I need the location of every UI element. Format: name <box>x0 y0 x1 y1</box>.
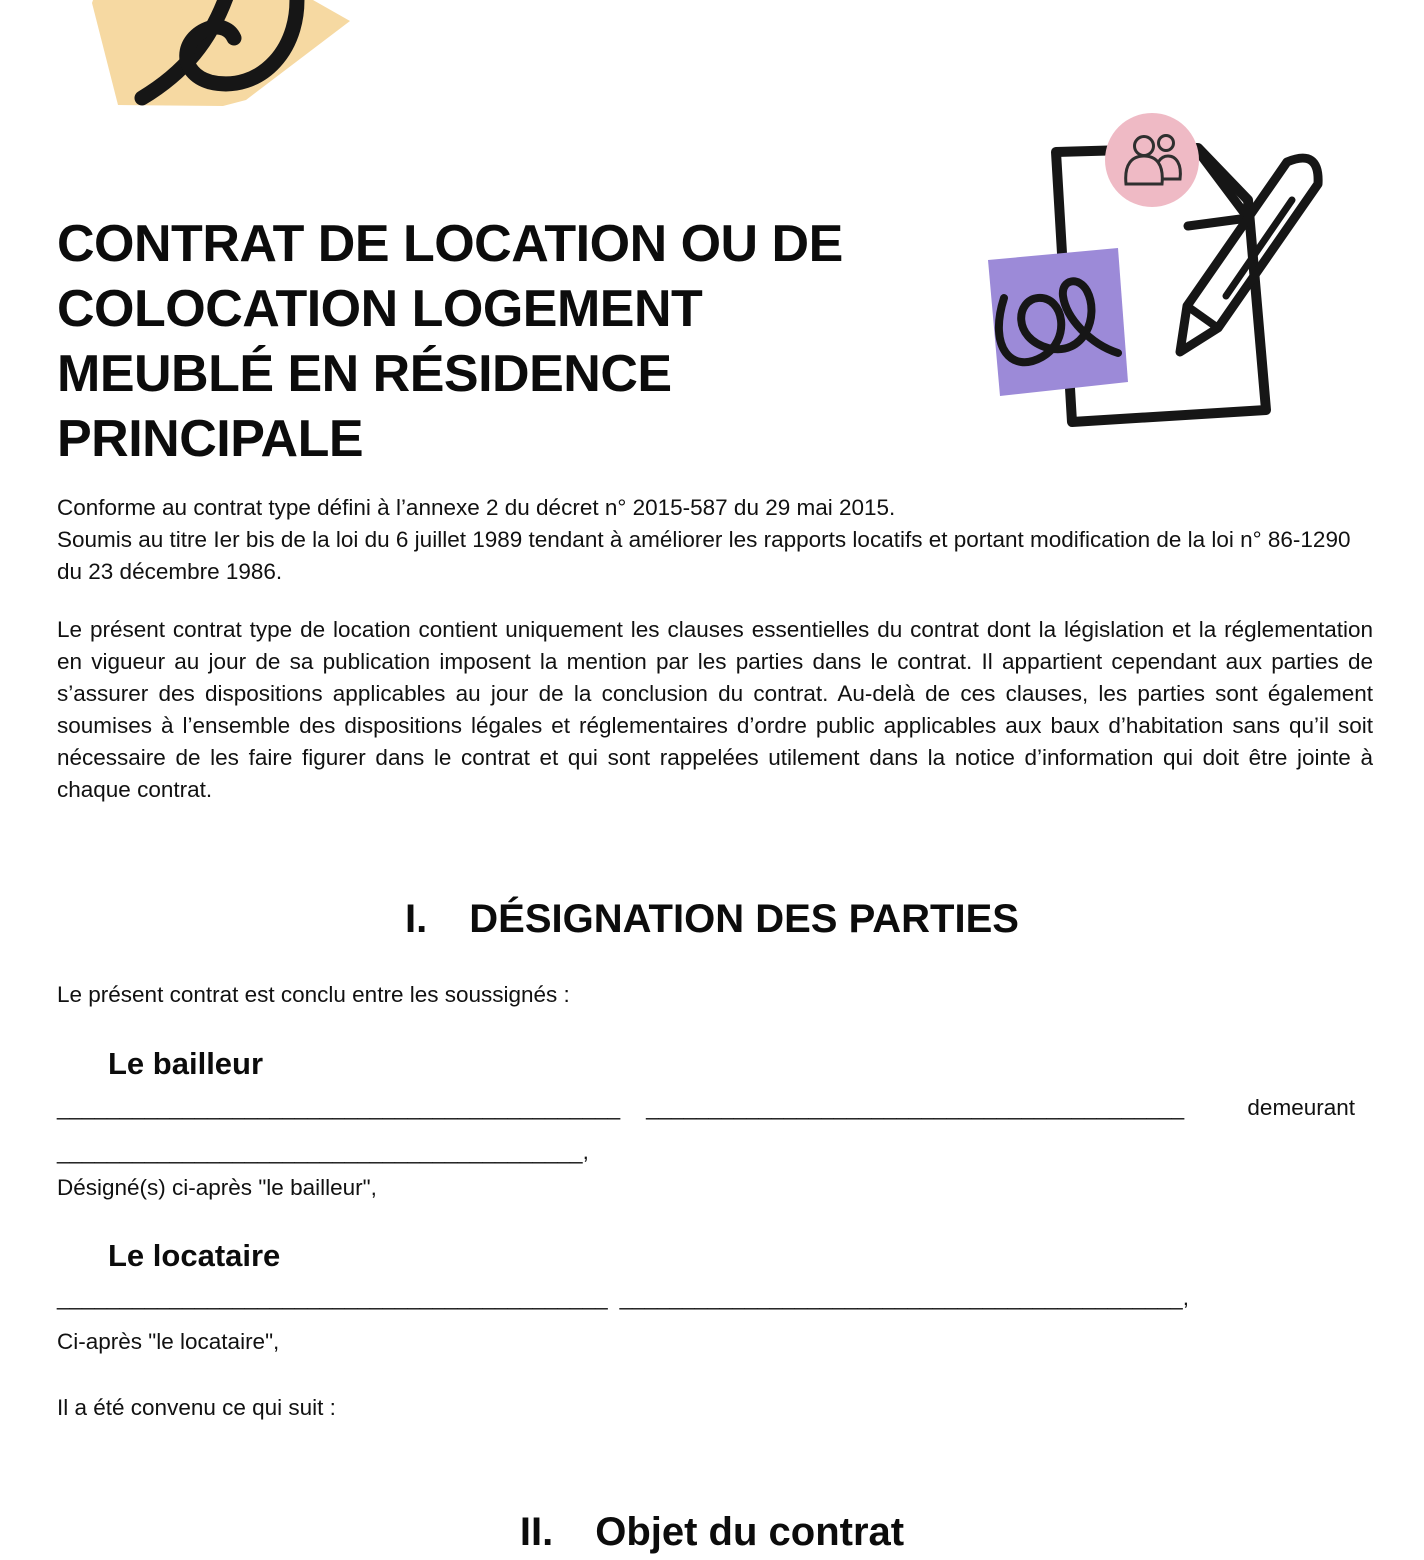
locataire-secondary-blank[interactable]: _____________________________________________, <box>619 1285 1189 1310</box>
locataire-blank-row <box>57 1282 1369 1314</box>
people-badge <box>1105 113 1199 207</box>
bailleur-secondary-blank[interactable]: ___________________________________________ <box>646 1095 1185 1120</box>
page-title: CONTRAT DE LOCATION OU DE COLOCATION LOGEMENT MEUBLÉ EN RÉSIDENCE PRINCIPALE <box>57 215 843 468</box>
bailleur-designation: Désigné(s) ci-après "le bailleur", <box>57 1175 377 1200</box>
parties-intro: Le présent contrat est conclu entre les soussignés : <box>57 982 570 1007</box>
locataire-heading: Le locataire <box>108 1238 281 1273</box>
demeurant-label: demeurant <box>1247 1095 1355 1120</box>
section-1-heading <box>0 897 1424 941</box>
bailleur-name-blank[interactable]: _____________________________________________ <box>57 1095 621 1120</box>
legal-paragraph: Le présent contrat type de location contient uniquement les clauses essentielles du contrat dont la législation et la réglementation en vigueur au jour de sa publication imposent la mention par les parties dans le contrat. Il appartient cependant aux parties de s’assurer des dispositions applicables au jour de la conclusion du contrat. Au-delà de ces clauses, les parties sont également soumises à l’ensemble des dispositions légales et réglementaires d’ordre public applicables aux baux d’habitation sans qu’il soit nécessaire de les faire figurer dans le contrat et qui sont rappelées utilement dans la notice d’information qui doit être jointe à chaque contrat. <box>57 617 1373 802</box>
section-1-number: I. <box>405 897 428 941</box>
bailleur-blank-row-2 <box>57 1136 1369 1168</box>
intro-block <box>57 492 1373 588</box>
locataire-designation: Ci-après "le locataire", <box>57 1329 280 1354</box>
bailleur-blank-row-1 <box>57 1092 1369 1124</box>
section-2-title: Objet du contrat <box>595 1510 905 1554</box>
yellow-note-decoration <box>60 0 380 130</box>
bailleur-heading: Le bailleur <box>108 1046 264 1081</box>
section-2-number: II. <box>519 1510 554 1554</box>
agreement-intro: Il a été convenu ce qui suit : <box>57 1395 336 1420</box>
intro-line-2: Soumis au titre Ier bis de la loi du 6 juillet 1989 tendant à améliorer les rapports locatifs et portant modification de la loi n° 86-1290 du 23 décembre 1986. <box>57 527 1351 584</box>
intro-line-1: Conforme au contrat type défini à l’annexe 2 du décret n° 2015-587 du 29 mai 2015. <box>57 495 896 520</box>
section-2-heading <box>0 1510 1424 1554</box>
bailleur-address-blank[interactable]: __________________________________________, <box>57 1139 589 1164</box>
contract-illustration <box>960 100 1360 450</box>
locataire-name-blank[interactable]: ____________________________________________ <box>57 1285 608 1310</box>
section-1-title: DÉSIGNATION DES PARTIES <box>469 897 1019 941</box>
